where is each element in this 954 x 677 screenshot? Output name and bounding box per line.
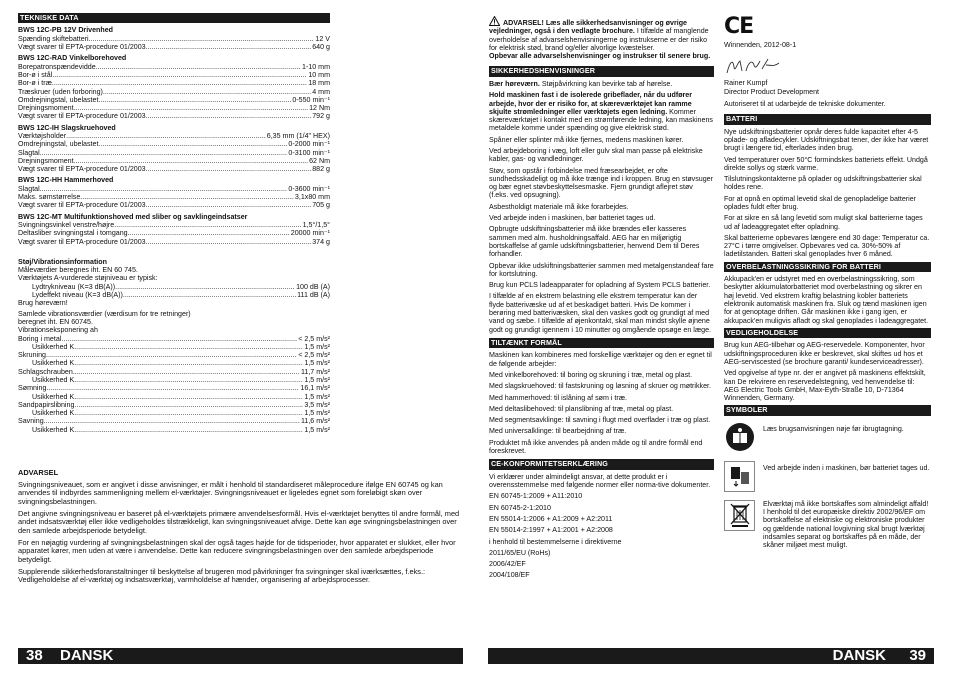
spec-row xyxy=(18,71,330,79)
spec-row xyxy=(18,132,330,140)
spec-label: Slagtal xyxy=(18,184,40,193)
safety-p1-rest: Støjpåvirkning kan bevirke tab af hørelse. xyxy=(539,79,673,88)
page-number-right: 39 xyxy=(909,647,926,664)
battery-column xyxy=(724,14,931,558)
advarsel-para: Supplerende sikkerhedsforanstaltninger til beskyttelse af brugeren mod påvirkninger fra svingninger skal iværksættes, f.eks.: Vedligeholdelse af el-værktøj og indsatsværktøj, varmholdelse af hænder, organisering af arbejdsprocesser. xyxy=(18,566,426,585)
spec-label: Deltasliber svingningstal i tomgang xyxy=(18,229,128,238)
safety-para: Asbestholdigt materiale må ikke forarbejdes. xyxy=(489,202,629,211)
ce-line: 2006/42/EF xyxy=(489,560,526,569)
battery-para: Skal batterierne opbevares længere end 30 dage: Temperatur ca. 27°C i tørre omgivelser. Opbevares ved ca. 30%-50% af ladetilstanden. Batteri skal genoplades hver 6 måned. xyxy=(724,233,930,259)
spec-label: Skruning xyxy=(18,351,46,360)
dot-leader xyxy=(74,409,303,417)
maint-para: Ved opgivelse af type nr. der er angivet på maskinens effektskilt, kan De rekvirere en reservedelstegning, ved henvendelse til: AEG Electric Tools GmbH, Max-Eyth-Straße 10, D-71364 Winnenden, Germany. xyxy=(724,369,926,403)
spec-value: 62 Nm xyxy=(309,156,330,165)
model-name: BWS 12C-RAD Vinkelborehoved xyxy=(18,54,127,63)
spec-row xyxy=(18,401,330,409)
safety-para: Opbevar ikke udskiftningsbatterier sammen med metalgenstandeaf fare for kortslutning. xyxy=(489,261,714,278)
spec-label: Usikkerhed K xyxy=(32,409,75,418)
spec-value: 4 mm xyxy=(312,87,330,96)
dot-leader xyxy=(114,221,301,229)
spec-value: 1,5 m/s² xyxy=(304,342,330,351)
dot-leader xyxy=(89,35,315,43)
spec-label: Usikkerhed K xyxy=(32,392,75,401)
dot-leader xyxy=(74,401,303,409)
spec-row xyxy=(18,291,330,299)
safety-column xyxy=(489,16,714,583)
spec-label: Omdrejningstal, ubelastet xyxy=(18,95,99,104)
symbol-row xyxy=(724,461,931,492)
spec-value: 374 g xyxy=(312,237,330,246)
safety-para: Støv, som opstår i forbindelse med fræsearbejdet, er ofte sundhedsskadeligt og må ikke trænge ind i kroppen. Brug en støvsuger og bær egnet støvbeskyttelsesmaske. Fjern grundigt aflejret støv (f.eks. ved opsugning). xyxy=(489,166,713,200)
spec-row xyxy=(18,185,330,193)
spec-value: 100 dB (A) xyxy=(296,282,330,291)
spec-label: Usikkerhed K xyxy=(32,359,75,368)
spec-value: 11,7 m/s² xyxy=(300,367,330,376)
spec-row xyxy=(18,63,330,71)
spec-value: 640 g xyxy=(312,43,330,52)
signer-name: Rainer Kumpf xyxy=(724,79,768,88)
symbol-row xyxy=(724,500,931,550)
spec-row xyxy=(18,384,330,392)
ce-line: Vi erklærer under almindeligt ansvar, at dette produkt er i overensstemmelse med følgende normer eller norma-tive dokumenter. xyxy=(489,472,711,490)
dot-leader xyxy=(146,112,312,120)
safety-para: I tilfælde af en ekstrem belastning elle ekstrem temperatur kan der flyde batterivæske ud af et beskadiget batteri. Hvis De kommer i berøring med batterivæsken, skal den vaskes godt og grundigt af med vand og sæbe. I tilfælde af øjenkontakt, skal man mindst skylle øjnene godt og grundigt igennem i 10 minutter og omgående opsøge en læge. xyxy=(489,292,712,334)
advarsel-block xyxy=(18,469,463,588)
spec-value: 12 Nm xyxy=(309,104,330,113)
symbol-text: Ved arbejde inden i maskinen, bør batteriet tages ud. xyxy=(763,463,930,472)
tech-data-column xyxy=(18,11,330,434)
spec-label: Slagtal xyxy=(18,148,40,157)
spec-label: Vægt svarer til EPTA-procedure 01/2003 xyxy=(18,112,146,121)
spec-row xyxy=(18,201,330,209)
dot-leader xyxy=(52,79,307,87)
symbols-header: SYMBOLER xyxy=(724,405,931,415)
spec-label: Usikkerhed K xyxy=(32,342,75,351)
signer-authority: Autoriseret til at udarbejde de tekniske dokumenter. xyxy=(724,99,886,108)
spec-label: Omdrejningstal, ubelastet xyxy=(18,140,99,149)
spec-label: Spænding skiftebatteri xyxy=(18,34,89,43)
spec-row xyxy=(18,112,330,120)
noise-line-2: Værktøjets A-vurderede støjniveau er typisk: xyxy=(18,274,158,283)
spec-row xyxy=(18,104,330,112)
safety-para xyxy=(489,80,714,88)
advarsel-para: Det angivne svingningsniveau er baseret på el-værktøjets primære anvendelsesformål. Hvis el-værktøjet benyttes til andre formål, med andet indsatsværktøj eller ikke vedligeholdes tilstrækkeligt, kan svingningsniveauet afvige. Dette kan øge svingningsbelastningen over den samlede arbejdsperiode betydeligt. xyxy=(18,508,460,535)
spec-row xyxy=(18,43,330,51)
spec-value: 0-3100 min⁻¹ xyxy=(288,148,330,157)
ce-line: EN 60745-2-1:2010 xyxy=(489,503,551,512)
safety-paras xyxy=(489,136,714,334)
safety-para: Ved arbejde inden i maskinen, bør batteriet tages ud. xyxy=(489,214,656,223)
ce-line: EN 55014-2:1997 + A1:2001 + A2:2008 xyxy=(489,526,613,535)
spec-row xyxy=(18,409,330,417)
safety-p1-bold: Bær høreværn. xyxy=(489,79,540,88)
spec-row xyxy=(18,88,330,96)
spec-value: 16,1 m/s² xyxy=(300,384,330,393)
dot-leader xyxy=(52,71,307,79)
vib-rows xyxy=(18,335,330,435)
symbol-text: Elværktøj må ikke bortskaffes som almindeligt affald! I henhold til det europæiske direktiv 2002/96/EF om bortskaffelse af elektriske og elektroniske produkter og gældende national lovgivning skal brugt lværktøj indsamles separat og bortskaffes på en måde, der skåner miljøet mest muligt. xyxy=(763,499,929,550)
spec-value: 0-3600 min⁻¹ xyxy=(288,184,330,193)
overload-header: OVERBELASTNINGSSIKRING FOR BATTERI xyxy=(724,262,931,272)
spec-label: Usikkerhed K xyxy=(32,425,75,434)
intended-para: Med deltaslibehoved: til planslibning af træ, metal og plast. xyxy=(489,404,674,413)
ce-line: EN 60745-1:2009 + A11:2010 xyxy=(489,492,583,501)
symbol-text: Læs brugsanvisningen nøje før ibrugtagning. xyxy=(763,424,904,433)
intended-para: Maskinen kan kombineres med forskellige værktøjer og den er egnet til de følgende arbejder: xyxy=(489,351,712,368)
spec-value: 1,5 m/s² xyxy=(304,392,330,401)
spec-row xyxy=(18,140,330,148)
battery-para: Ved temperaturer over 50°C formindskes batteriets effekt. Undgå direkte sollys og stærk varme. xyxy=(724,155,928,172)
spec-value: < 2,5 m/s² xyxy=(298,334,330,343)
warning-bold: ADVARSEL! Læs alle sikkerhedsanvisninger og øvrige vejledninger, også i den vedlagte brochure. xyxy=(489,19,687,36)
spec-value: 111 dB (A) xyxy=(297,291,330,300)
ce-line: i henhold til bestemmelserne i direktiverne xyxy=(489,537,622,546)
dot-leader xyxy=(96,63,301,71)
spec-value: 11,6 m/s² xyxy=(300,417,330,426)
hearing-note: Brug høreværn! xyxy=(18,299,68,308)
spec-row xyxy=(18,343,330,351)
battery-remove-icon xyxy=(724,461,755,492)
warning-rest: I tilfælde af manglende overholdelse af advarselshenvisningerne og instrukserne er der risiko for elektrisk stød, brand og/eller alvorlige kvæstelser. xyxy=(489,27,709,52)
intended-para: Med slagskruehoved: til fastskruning og løsning af skruer og møtrikker. xyxy=(489,382,711,391)
general-warning xyxy=(489,16,714,60)
spec-label: Drejningsmoment xyxy=(18,156,74,165)
spec-row xyxy=(18,96,330,104)
advarsel-para: Svingningsniveauet, som er angivet i disse anvisninger, er målt i henhold til standardiseret måleprocedure ifølge EN 60745 og kan anvendes til indbyrdes sammenligning mellem el-værktøjer. Svingningsniveauet er ligeledes egnet som foreløbigt skøn over svingningsbelastningen. xyxy=(18,479,443,506)
spec-label: Træskruer (uden forboring) xyxy=(18,87,103,96)
spec-row xyxy=(18,221,330,229)
safety-header: SIKKERHEDSHENVISNINGER xyxy=(489,66,714,76)
advarsel-para: For en nøjagtig vurdering af svingningsbelastningen skal der også tages højde for de tidsperioder, hvor apparatet er slukket, eller hvor apparatet kører, men uden at være i anvendelse. Dette kan reducere svingningsbelastningen over den samlede arbejdsperiode betydeligt. xyxy=(18,537,456,564)
spec-value: 1,5 m/s² xyxy=(304,376,330,384)
safety-para: Brug kun PCLS ladeapparater for opladning af System PCLS batterier. xyxy=(489,281,711,290)
spec-value: 705 g xyxy=(312,201,330,210)
spec-label: Vægt svarer til EPTA-procedure 01/2003 xyxy=(18,237,146,246)
page-number-left: 38 xyxy=(26,647,43,664)
spec-row xyxy=(18,376,330,384)
battery-para: For at opnå en optimal levetid skal de genopladelige batterier oplades fuldt efter brug. xyxy=(724,194,917,211)
intended-para: Produktet må ikke anvendes på anden måde og til andre formål end foreskrevet. xyxy=(489,438,703,456)
spec-row xyxy=(18,351,330,359)
spec-value: 0-550 min⁻¹ xyxy=(292,95,330,104)
spec-row xyxy=(18,157,330,165)
dot-leader xyxy=(40,149,288,157)
battery-para: For at sikre en så lang levetid som muligt skal batterierne tages ud af ladeaggregatet efter opladning. xyxy=(724,214,923,231)
dot-leader xyxy=(103,88,311,96)
spec-row xyxy=(18,426,330,434)
spec-value: 20000 min⁻¹ xyxy=(290,229,330,238)
spec-row xyxy=(18,393,330,401)
ce-header: CE-KONFORMITETSERKLÆRING xyxy=(489,459,714,469)
dot-leader xyxy=(128,229,290,237)
overload-para: Akkupack'en er udstyret med en overbelastningssikring, som beskytter akkumulatorbatteriet mod overbelastning og sikrer en høj levetid. Ved ekstrem kraftig belastning kobler batteriets elektronik automatisk maskinen fra. Sluk og tænd maskinen igen for at genoptage driften. Går maskinen ikke i gang igen, er akkupack'en muligvis afladt og skal genoplades i ladeaggregatet. xyxy=(724,275,929,325)
dot-leader xyxy=(46,384,299,392)
safety-para: Opbrugte udskiftningsbatterier må ikke brændes eller kasseres sammen med alm. husholdningsaffald. AEG har en miljørigtig bortskaffelse af gamle udskiftningsbatterier, henvend Dem til Deres forhandler. xyxy=(489,225,700,259)
battery-para: Tilslutningskontakterne på oplader og udskiftningsbatterier skal holdes rene. xyxy=(724,175,922,192)
spec-label: Usikkerhed K xyxy=(32,376,75,384)
spec-label: Schlagschrauben xyxy=(18,367,73,376)
safety-para xyxy=(489,91,714,132)
spec-value: 3,1x80 mm xyxy=(294,193,330,202)
spec-row xyxy=(18,335,330,343)
spec-label: Sandpapirslibning xyxy=(18,400,75,409)
spec-label: Drejningsmoment xyxy=(18,104,74,113)
language-right: DANSK xyxy=(832,647,886,664)
ce-line: EN 55014-1:2006 + A1:2009 + A2:2011 xyxy=(489,514,613,523)
spec-label: Vægt svarer til EPTA-procedure 01/2003 xyxy=(18,165,146,174)
spec-row xyxy=(18,79,330,87)
intended-para: Med segmentsavklinge: til savning i flugt med overflader i træ og plast. xyxy=(489,416,711,425)
safety-para: Spåner eller splinter må ikke fjernes, medens maskinen kører. xyxy=(489,135,684,144)
dot-leader xyxy=(146,201,312,209)
spec-row xyxy=(18,149,330,157)
place-date: Winnenden, 2012-08-1 xyxy=(724,41,797,49)
dot-leader xyxy=(73,368,300,376)
right-page xyxy=(477,0,954,677)
spec-row xyxy=(18,35,330,43)
spec-label: Borepatronspændevidde xyxy=(18,62,96,71)
manual-icon xyxy=(724,422,755,453)
noise-title: Støj/Vibrationsinformation xyxy=(18,257,107,266)
model-name: BWS 12C-HH Hammerhoved xyxy=(18,176,114,185)
tech-data-header: TEKNISKE DATA xyxy=(18,13,330,23)
maint-para: Brug kun AEG-tilbehør og AEG-reservedele. Komponenter, hvor udskiftningsproceduren ikke er beskrevet, skal skiftes ud hos et AEG-serviscested (se brochure garanti/ kundeserviceadresser). xyxy=(724,341,925,366)
footer-left xyxy=(18,648,463,664)
spec-value: 882 g xyxy=(312,165,330,174)
safety-p2-rest: Kommer skæreværktøjet i kontakt med en strømførende ledning, kan maskinens metaldele komme under spænding og give elektrisk stød. xyxy=(489,107,713,133)
spec-label: Bor-ø i stål xyxy=(18,70,53,79)
dot-leader xyxy=(74,426,303,434)
model-list xyxy=(18,26,330,245)
dot-leader xyxy=(74,343,303,351)
dot-leader xyxy=(146,43,312,51)
spec-label: Boring i metal xyxy=(18,334,62,343)
spec-row xyxy=(18,238,330,246)
dot-leader xyxy=(74,376,303,384)
spec-label: Bor-ø i træ xyxy=(18,79,52,88)
dot-leader xyxy=(74,104,309,112)
spec-label: Lydtrykniveau (K=3 dB(A)) xyxy=(32,282,116,291)
warning-triangle-icon xyxy=(489,16,500,26)
spec-row xyxy=(18,417,330,425)
spec-value: 1,5°/1,5° xyxy=(302,220,330,229)
spec-value: 6,35 mm (1/4" HEX) xyxy=(266,131,330,140)
spec-value: 0-2000 min⁻¹ xyxy=(288,140,330,149)
dot-leader xyxy=(98,96,291,104)
battery-para: Nye udskiftningsbatterier opnår deres fulde kapacitet efter 4-5 oplade- og afladecykler. Udskiftningsbat tener, der ikke har været brugt i længere tid, efterlades inden brug. xyxy=(724,127,929,153)
spec-label: Værktøjsholder xyxy=(18,131,67,140)
vib-line-2: beregnet iht. EN 60745. xyxy=(18,317,93,326)
safety-p2-bold: Hold maskinen fast i de isolerede gribeflader, når du udfører arbejde, hvor der er risiko for, at skæreværktøjet kan ramme skjulte strømledninger eller værktøjets egen ledning. xyxy=(489,91,693,116)
footer-right xyxy=(488,648,934,664)
spec-label: Lydeffekt niveau (K=3 dB(A)) xyxy=(32,291,123,300)
dot-leader xyxy=(80,193,294,201)
dot-leader xyxy=(74,359,303,367)
signature-image xyxy=(724,55,784,77)
vib-line-1: Samlede vibrationsværdier (værdisum for tre retninger) xyxy=(18,309,191,318)
intended-use-header: TILTÆNKT FORMÅL xyxy=(489,338,714,348)
ce-line: 2011/65/EU (RoHs) xyxy=(489,548,551,557)
spec-value: 792 g xyxy=(312,112,330,121)
dot-leader xyxy=(146,238,312,246)
model-name: BWS 12C-MT Multifunktionshoved med sliber og savklingeindsatser xyxy=(18,212,248,221)
spec-label: Svingningsvinkel venstre/højre xyxy=(18,220,115,229)
intended-para: Med universalklinge: til bearbejdning af træ. xyxy=(489,427,627,436)
spec-label: Maks. sømstørrelse xyxy=(18,193,81,202)
intended-para: Med hammerhoved: til islåning af søm i træ. xyxy=(489,393,627,402)
intended-para: Med vinkelborehoved: til boring og skruning i træ, metal og plast. xyxy=(489,370,693,379)
spec-label: Vægt svarer til EPTA-procedure 01/2003 xyxy=(18,43,146,52)
spec-label: Vægt svarer til EPTA-procedure 01/2003 xyxy=(18,201,146,210)
intended-paras xyxy=(489,351,714,455)
spec-value: 1,5 m/s² xyxy=(304,425,330,434)
spec-row xyxy=(18,165,330,173)
maintenance-header: VEDLIGEHOLDELSE xyxy=(724,328,931,338)
dot-leader xyxy=(61,335,297,343)
safety-para: Ved arbejdeboring i væg, loft eller gulv skal man passe på elektriske kabler, gas- og vandledninger. xyxy=(489,146,703,164)
spec-row xyxy=(18,283,330,291)
spec-row xyxy=(18,368,330,376)
dot-leader xyxy=(44,417,300,425)
dot-leader xyxy=(98,140,287,148)
spec-label: Savning xyxy=(18,417,44,426)
spec-row xyxy=(18,193,330,201)
language-left: DANSK xyxy=(60,647,114,664)
spec-value: 18 mm xyxy=(308,79,330,88)
noise-rows xyxy=(18,283,330,300)
dot-leader xyxy=(146,165,312,173)
dot-leader xyxy=(40,185,288,193)
dot-leader xyxy=(123,291,296,299)
spec-value: < 2,5 m/s² xyxy=(298,351,330,360)
spec-value: 3,5 m/s² xyxy=(304,400,330,409)
dot-leader xyxy=(46,351,297,359)
ce-lines xyxy=(489,473,714,580)
ce-line: 2004/108/EF xyxy=(489,571,530,580)
dot-leader xyxy=(74,157,309,165)
warning-bold-2: Opbevar alle advarselshenvisninger og instrukser til senere brug. xyxy=(489,52,711,61)
spec-label: Sømning xyxy=(18,384,47,393)
model-name: BWS 12C-PB 12V Drivenhed xyxy=(18,26,114,35)
spec-value: 1,5 m/s² xyxy=(304,409,330,418)
ce-mark: CE xyxy=(724,14,754,39)
spec-value: 12 V xyxy=(315,34,330,43)
dot-leader xyxy=(74,393,303,401)
spec-row xyxy=(18,229,330,237)
dot-leader xyxy=(115,283,295,291)
battery-paras xyxy=(724,128,931,259)
symbol-row xyxy=(724,422,931,453)
dot-leader xyxy=(66,132,266,140)
model-name: BWS 12C-IH Slagskruehoved xyxy=(18,123,116,132)
weee-bin-icon xyxy=(724,500,755,531)
vib-line-3: Vibrationseksponering ah xyxy=(18,326,98,335)
noise-line-1: Måleværdier beregnes iht. EN 60 745. xyxy=(18,266,138,275)
spec-value: 1-10 mm xyxy=(302,62,330,71)
spec-value: 10 mm xyxy=(308,70,330,79)
signer-title: Director Product Development xyxy=(724,87,820,96)
advarsel-title: ADVARSEL xyxy=(18,468,59,477)
battery-header: BATTERI xyxy=(724,114,931,124)
spec-value: 1,5 m/s² xyxy=(304,359,330,368)
spec-row xyxy=(18,359,330,367)
